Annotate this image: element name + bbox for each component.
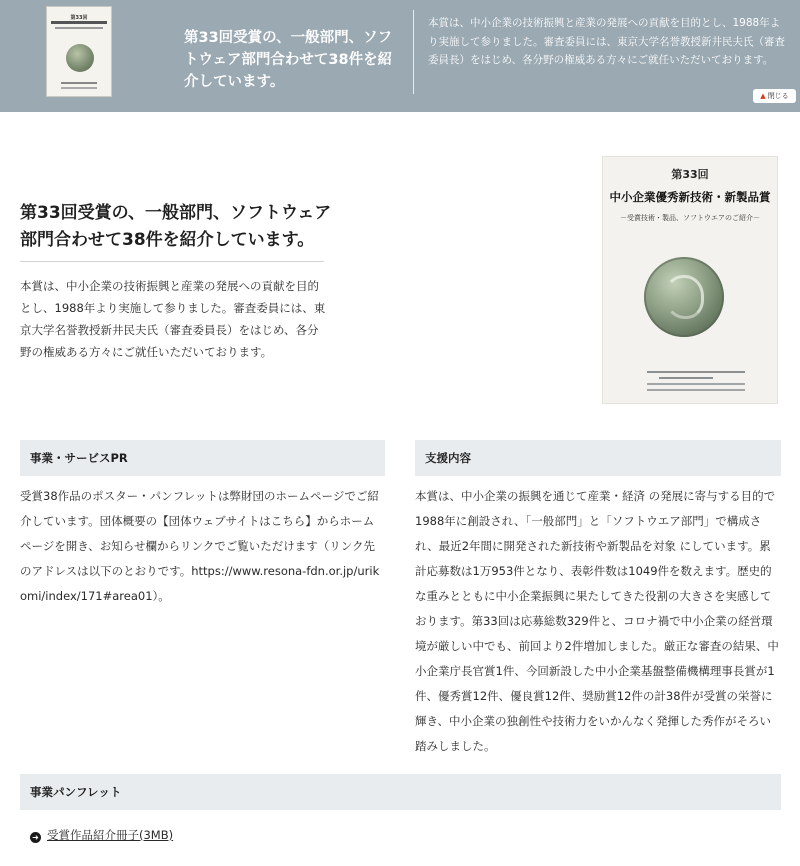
arrow-right-circle-icon: ➜ xyxy=(30,832,41,843)
cover-subtitle: －受賞技術・製品、ソフトウエアのご紹介－ xyxy=(620,214,760,222)
page-title: 第33回受賞の、一般部門、ソフトウェア部門合わせて38件を紹介しています。 xyxy=(20,203,332,250)
thumbnail-title: 第33回 xyxy=(70,15,88,21)
chevron-up-icon: ▲ xyxy=(760,92,766,100)
medal-image xyxy=(66,44,94,72)
medal-image xyxy=(644,257,724,337)
section-heading-support: 支援内容 xyxy=(415,440,781,476)
pamphlet-link-label: 受賞作品紹介冊子(3MB) xyxy=(47,828,174,842)
banner-title: 第33回受賞の、一般部門、ソフトウェア部門合わせて38件を紹介しています。 xyxy=(184,30,393,90)
section-heading-pr: 事業・サービスPR xyxy=(20,440,385,476)
page-description: 本賞は、中小企業の技術振興と産業の発展への貢献を目的とし、1988年より実施して参りました。審査委員には、東京大学名誉教授新井民夫氏（審査委員長）をはじめ、各分野の権威ある方々にご就任いただいております。 xyxy=(20,279,326,359)
section-heading-pamphlet: 事業パンフレット xyxy=(20,774,781,810)
pamphlet-cover-image xyxy=(602,156,778,404)
close-button[interactable] xyxy=(753,89,796,103)
pamphlet-download-link[interactable] xyxy=(30,827,173,843)
cover-edition: 第33回 xyxy=(671,168,709,181)
section-text-support: 本賞は、中小企業の振興を通じて産業・経済 の発展に寄与する目的で1988年に創設され、「一般部門」と「ソフトウエア部門」で構成され、最近2年間に開発された新技術や新製品を対象 にしています。累計応募数は1万953件となり、表彰件数は1049件を数えます。歴史的な重みとともに中小企業振興に果たしてきた役割の大きさを実感しております。第33回は応募総数329件と、コロナ禍で中小企業の経営環境が厳しい中でも、前回より2件増加しました。厳正な審査の結果、中小企業庁長官賞1件、今回新設した中小企業基盤整備機構理事長賞が1件、優秀賞12件、優良賞12件、奨励賞12件の計38件が受賞の栄誉に輝き、中小企業の独創性や技術力をいかんなく発揮した秀作がそろい踏みしました。 xyxy=(415,489,779,753)
top-banner xyxy=(0,0,800,112)
banner-divider xyxy=(413,10,414,94)
section-text-pr: 受賞38作品のポスター・パンフレットは弊財団のホームページでご紹介しています。団体概要の【団体ウェブサイトはこちら】からホームページを開き、お知らせ欄からリンクでご覧いただけます（リンク先のアドレスは以下のとおりです。https://www.resona-fdn.or.jp/urikomi/index/171#area01）。 xyxy=(20,489,380,603)
cover-title: 中小企業優秀新技術・新製品賞 xyxy=(609,190,771,204)
banner-description: 本賞は、中小企業の技術振興と産業の発展への貢献を目的とし、1988年より実施して参りました。審査委員には、東京大学名誉教授新井民夫氏（審査委員長）をはじめ、各分野の権威ある方々にご就任いただいております。 xyxy=(428,17,785,66)
title-divider xyxy=(20,261,324,262)
close-label: 閉じる xyxy=(767,92,789,100)
pamphlet-thumbnail xyxy=(46,6,112,97)
